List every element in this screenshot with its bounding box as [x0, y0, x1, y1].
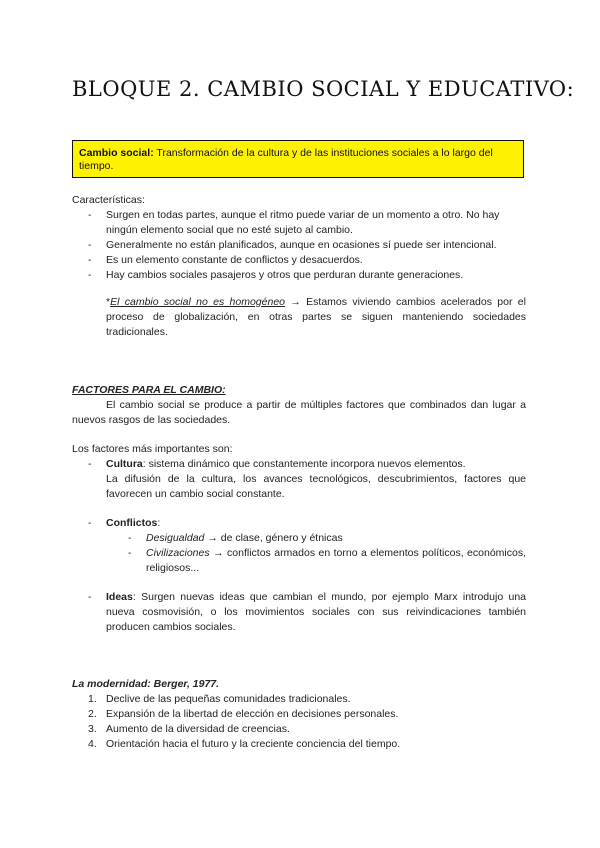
bullet: - — [88, 239, 92, 251]
list-item — [88, 737, 528, 752]
bullet: - — [88, 254, 92, 266]
note-label: El cambio social no es homogéneo — [110, 296, 285, 308]
list-item — [88, 707, 528, 722]
caracteristicas-list — [88, 208, 528, 283]
modernidad-heading: La modernidad: Berger, 1977. — [72, 678, 220, 690]
bullet: - — [128, 547, 132, 559]
sub-item-civilizaciones — [146, 546, 526, 576]
sub-text: de clase, género y étnicas — [220, 532, 343, 544]
cultura-label: Cultura — [106, 458, 143, 470]
list-item-text: Declive de las pequeñas comunidades tradicionales. — [106, 693, 351, 705]
arrow-icon: → — [207, 532, 218, 544]
list-item-text: Surgen en todas partes, aunque el ritmo puede variar de un momento a otro. No hay ningún elemento social que no esté sujeto al cambio. — [106, 209, 500, 236]
list-number: 1. — [88, 693, 97, 705]
bullet: - — [88, 209, 92, 221]
arrow-icon: → — [213, 547, 224, 559]
list-number: 3. — [88, 723, 97, 735]
factor-ideas — [106, 590, 526, 635]
page-title: BLOQUE 2. CAMBIO SOCIAL Y EDUCATIVO: — [72, 77, 575, 101]
conflictos-colon: : — [157, 517, 161, 529]
list-number: 2. — [88, 708, 97, 720]
caracteristicas-heading: Características: — [72, 194, 145, 206]
list-item — [88, 268, 528, 283]
bullet: - — [88, 458, 92, 470]
factor-conflictos — [106, 516, 160, 531]
list-item — [88, 253, 528, 268]
list-item — [88, 238, 528, 253]
sub-text: conflictos armados en torno a elementos políticos, económicos, religiosos... — [146, 547, 527, 574]
list-item-text: Expansión de la libertad de elección en decisiones personales. — [106, 708, 399, 720]
list-item-text: Es un elemento constante de conflictos y desacuerdos. — [106, 254, 363, 266]
bullet: - — [88, 517, 92, 529]
sub-label: Civilizaciones — [146, 547, 210, 559]
list-item-text: Hay cambios sociales pasajeros y otros que perduran durante generaciones. — [106, 269, 464, 281]
ideas-label: Ideas — [106, 591, 133, 603]
list-item — [88, 692, 528, 707]
cultura-detail: La difusión de la cultura, los avances tecnológicos, descubrimientos, factores que favorecen un cambio social constante. — [106, 473, 526, 500]
arrow-icon: → — [290, 296, 301, 308]
factores-intro: El cambio social se produce a partir de múltiples factores que combinados dan lugar a nuevos rasgos de las sociedades. — [72, 399, 526, 426]
bullet: - — [88, 269, 92, 281]
sub-label: Desigualdad — [146, 532, 205, 544]
note-text: Estamos viviendo cambios acelerados por el proceso de globalización, en otras partes se siguen manteniendo sociedades tradicionales. — [106, 296, 526, 338]
note-prefix: * — [106, 296, 111, 308]
modernidad-list — [88, 692, 528, 752]
list-number: 4. — [88, 738, 97, 750]
cultura-text: : sistema dinámico que constantemente incorpora nuevos elementos. — [142, 458, 466, 470]
definition-term: Cambio social: — [79, 147, 154, 159]
list-item-text: Orientación hacia el futuro y la creciente conciencia del tiempo. — [106, 738, 401, 750]
factores-heading: FACTORES PARA EL CAMBIO: — [72, 384, 226, 396]
sub-item-desigualdad — [146, 531, 526, 546]
list-item — [88, 722, 528, 737]
factores-list-intro: Los factores más importantes son: — [72, 443, 233, 455]
definition-box — [72, 140, 524, 178]
ideas-text: : Surgen nuevas ideas que cambian el mundo, por ejemplo Marx introdujo una nueva cosmovisión, o los movimientos sociales con sus reivindicaciones también producen cambios sociales. — [106, 591, 526, 633]
list-item-text: Aumento de la diversidad de creencias. — [106, 723, 290, 735]
factor-cultura — [106, 457, 526, 472]
homogeneity-note — [106, 295, 526, 340]
list-item — [88, 208, 528, 238]
list-item-text: Generalmente no están planificados, aunque en ocasiones sí puede ser intencional. — [106, 239, 497, 251]
conflictos-label: Conflictos — [106, 517, 158, 529]
bullet: - — [88, 591, 92, 603]
bullet: - — [128, 532, 132, 544]
definition-text: Transformación de la cultura y de las instituciones sociales a lo largo del tiempo. — [79, 147, 493, 172]
